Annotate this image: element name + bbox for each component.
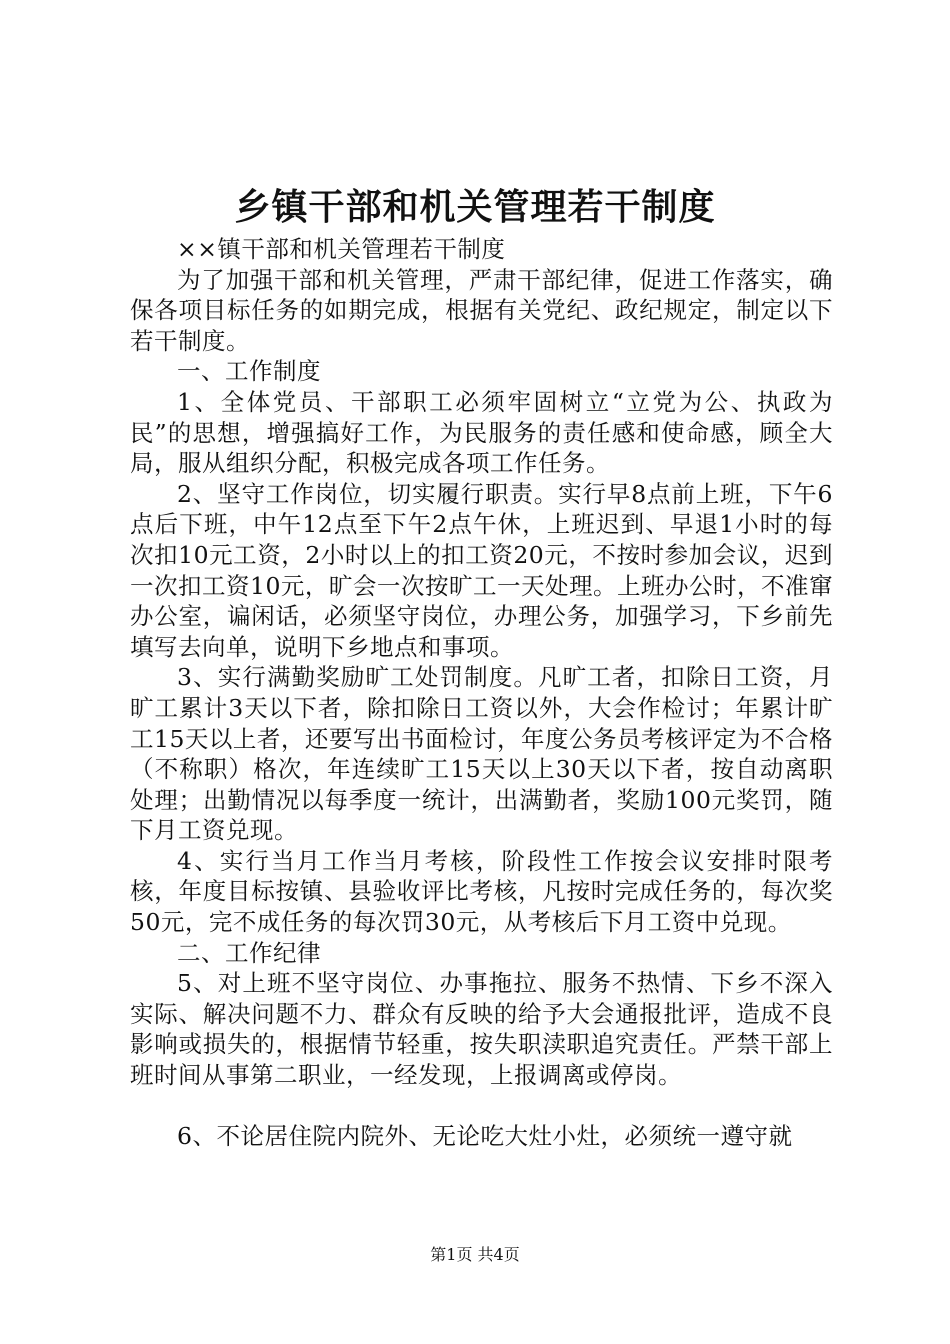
paragraph-item-5: 5、对上班不坚守岗位、办事拖拉、服务不热情、下乡不深入实际、解决问题不力、群众有反映的给予大会通报批评，造成不良影响或损失的，根据情节轻重，按失职渎职追究责任。严禁干部上班时间从事第二职业，一经发现，上报调离或停岗。 <box>130 969 833 1090</box>
paragraph-preamble: 为了加强干部和机关管理，严肃干部纪律，促进工作落实，确保各项目标任务的如期完成，根据有关党纪、政纪规定，制定以下若干制度。 <box>130 265 833 355</box>
document-title: 乡镇干部和机关管理若干制度 <box>234 186 716 228</box>
document-body <box>130 234 833 1151</box>
paragraph-item-6: 6、不论居住院内院外、无论吃大灶小灶，必须统一遵守就 <box>177 1121 793 1150</box>
paragraph-item-3: 3、实行满勤奖励旷工处罚制度。凡旷工者，扣除日工资，月旷工累计3天以下者，除扣除日工资以外，大会作检讨；年累计旷工15天以上者，还要写出书面检讨，年度公务员考核评定为不合格（不称职）格次，年连续旷工15天以上30天以下者，按自动离职处理；出勤情况以每季度一统计，出满勤者，奖励100元奖罚，随下月工资兑现。 <box>130 663 833 845</box>
page-footer: 第1页 共4页 <box>430 1245 520 1264</box>
paragraph-item-1: 1、全体党员、干部职工必须牢固树立“立党为公、执政为民”的思想，增强搞好工作，为民服务的责任感和使命感，顾全大局，服从组织分配，积极完成各项工作任务。 <box>130 387 833 478</box>
paragraph-item-2: 2、坚守工作岗位，切实履行职责。实行早8点前上班，下午6点后下班，中午12点至下午2点午休，上班迟到、早退1小时的每次扣10元工资，2小时以上的扣工资20元，不按时参加会议，迟到一次扣工资10元，旷会一次按旷工一天处理。上班办公时，不准窜办公室，谝闲话，必须坚守岗位，办理公务，加强学习，下乡前先填写去向单，说明下乡地点和事项。 <box>130 479 833 661</box>
paragraph-item-4: 4、实行当月工作当月考核，阶段性工作按会议安排时限考核，年度目标按镇、县验收评比考核，凡按时完成任务的，每次奖50元，完不成任务的每次罚30元，从考核后下月工资中兑现。 <box>130 846 833 937</box>
section-heading-work-system: 一、工作制度 <box>177 357 321 386</box>
section-heading-work-discipline: 二、工作纪律 <box>177 938 321 967</box>
paragraph-subtitle: ××镇干部和机关管理若干制度 <box>177 235 506 263</box>
